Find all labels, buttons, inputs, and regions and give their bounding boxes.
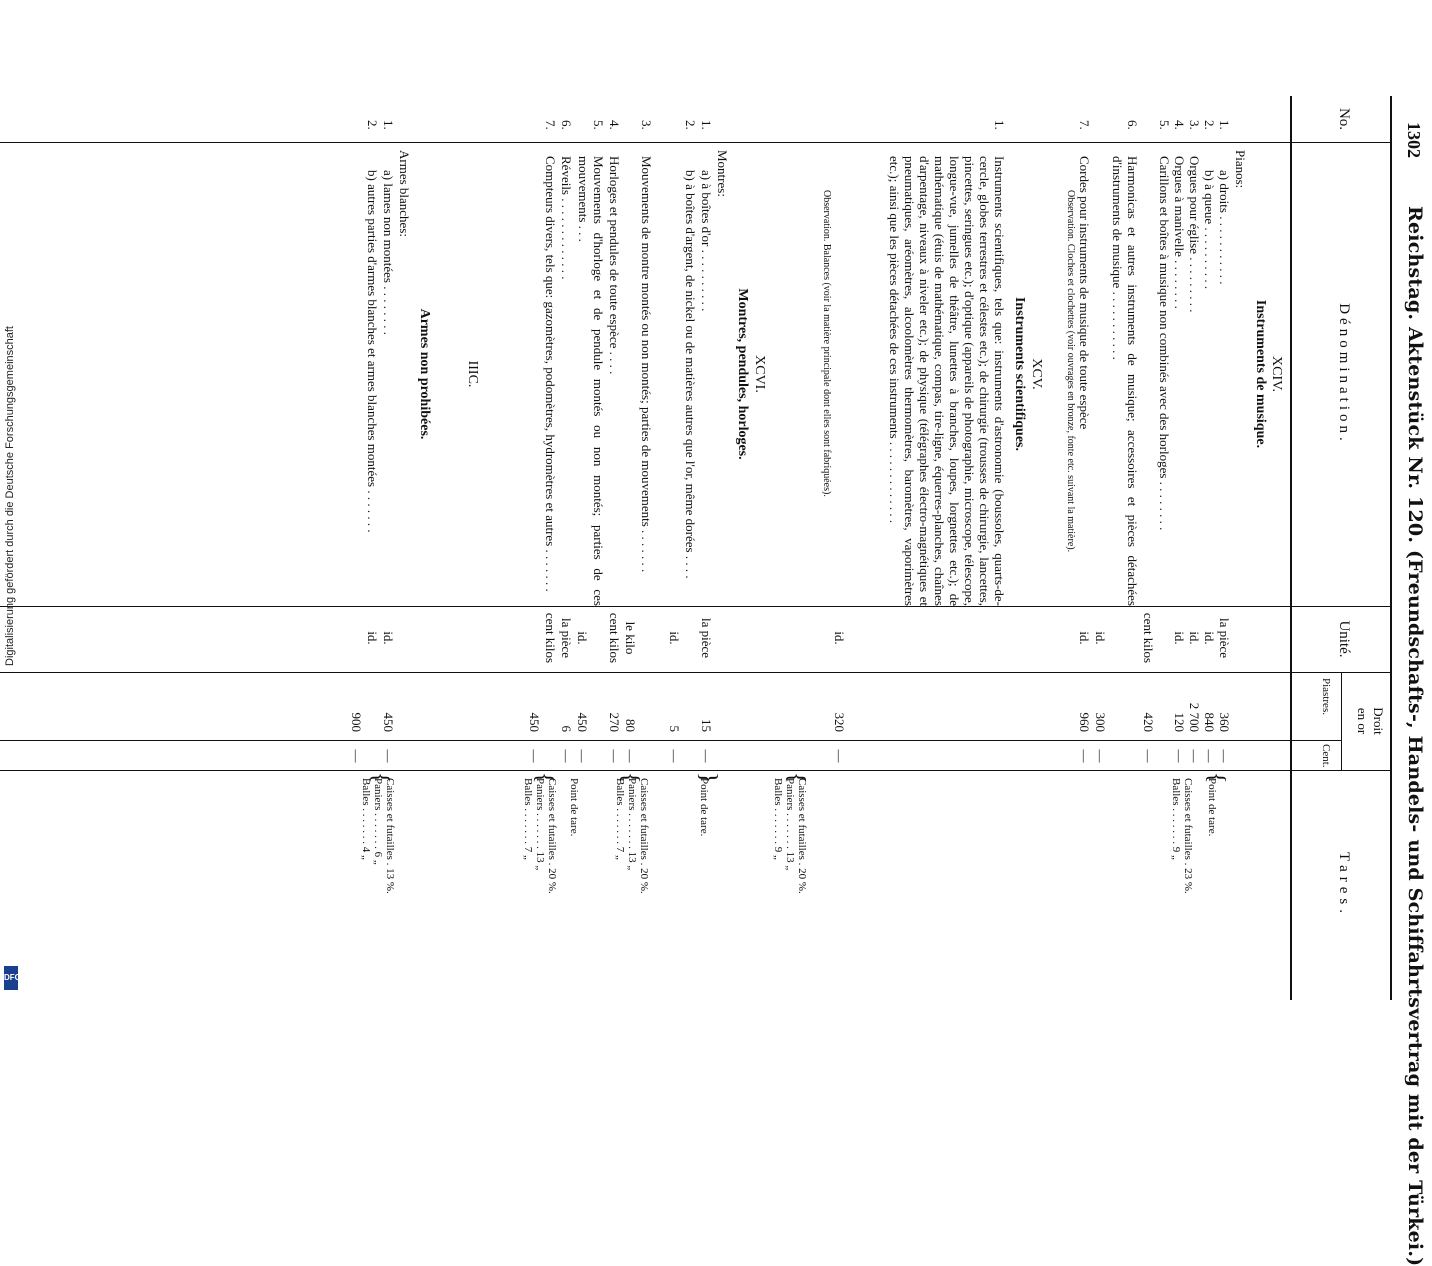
tares-note: Caisses et futailles . 20 %. Paniers . . . . . . . 13 „ Balles . . . . . . . 7 „ [522, 778, 558, 894]
row-denomination: Carillons et boîtes à musique non combinés avec des horloges . . . . . . . . [1157, 156, 1172, 531]
brace-icon: { [617, 772, 643, 784]
row-cent: — [575, 749, 590, 763]
running-title: Reichstag. Aktenstück Nr. 120. (Freundschafts-, Handels- und Schiffahrtsvertrag mit der Türkei.) [1404, 206, 1426, 1266]
col-divider-denom [0, 606, 1392, 607]
row-piastres: 80 [623, 719, 638, 732]
row-piastres: 450 [381, 712, 396, 732]
col-header-piastres: Piastres. [1320, 678, 1332, 715]
row-unit: id. [1187, 631, 1202, 645]
row-denomination: a) lames non montées . . . . . . . . [381, 170, 396, 335]
row-denomination: Harmonicas et autres instruments de musique; accessoires et pièces détachées d'instruments de musique . . . . . . . . . . . [1110, 156, 1140, 606]
row-number: 5. [591, 120, 606, 130]
tares-note: Caisses et futailles . 20 %. Paniers . . . . . . . 13 „ Balles . . . . . . . 7 „ [614, 778, 650, 894]
row-number: 1. [1217, 120, 1232, 130]
row-piastres: 900 [349, 712, 364, 732]
brace-icon: { [1203, 772, 1229, 784]
row-denomination: Orgues à manivelle . . . . . . . . [1172, 156, 1187, 309]
row-unit: id. [832, 631, 847, 645]
row-number: 6. [1125, 120, 1140, 130]
row-piastres: 120 [1172, 712, 1187, 732]
row-number: 1. [992, 120, 1007, 130]
tares-note: Point de tare. [698, 778, 710, 837]
section-number: XCVI. [752, 355, 767, 393]
row-denomination: Cordes pour instruments de musique de toute espèce [1077, 156, 1092, 430]
row-unit: le kilo [623, 621, 638, 655]
row-number: 2. [683, 120, 698, 130]
tares-note: Caisses et futailles . 13 %. Paniers . . . . . . . 6 „ Balles . . . . . . . 4 „ [360, 778, 396, 894]
col-divider-no [0, 142, 1392, 143]
row-piastres: 15 [699, 719, 714, 732]
section-number: XCV. [1029, 358, 1044, 390]
page-header [1400, 0, 1426, 1266]
page-number: 1302 [1404, 122, 1424, 158]
row-unit: id. [1172, 631, 1187, 645]
section-title: Instruments de musique. [1253, 299, 1268, 449]
row-denomination: Orgues pour église . . . . . . . . . [1187, 156, 1202, 313]
row-cent: — [832, 749, 847, 763]
row-number: 1. [381, 120, 396, 130]
row-denomination: Horloges et pendules de toute espèce . . . . [607, 156, 622, 375]
brace-icon: { [531, 772, 557, 784]
col-header-cent: Cent. [1320, 744, 1332, 768]
row-cent: — [559, 749, 574, 763]
row-cent: — [623, 749, 638, 763]
row-piastres: 5 [667, 725, 682, 732]
row-unit: id. [1202, 631, 1217, 645]
row-cent: — [381, 749, 396, 763]
row-denomination: Montres: [715, 150, 730, 197]
row-cent: — [527, 749, 542, 763]
brace-icon: { [783, 772, 809, 784]
row-piastres: 420 [1141, 712, 1156, 732]
col-header-droit: Droit [1371, 707, 1386, 735]
row-number: 3. [639, 120, 654, 130]
row-unit: id. [1077, 631, 1092, 645]
col-header-denomination: Dénomination. [1336, 303, 1352, 445]
dfg-logo: DFG [4, 966, 18, 990]
row-number: 1. [699, 120, 714, 130]
row-cent: — [1172, 749, 1187, 763]
row-cent: — [349, 749, 364, 763]
row-denomination: Pianos: [1233, 150, 1248, 189]
row-denomination: Armes blanches: [397, 150, 412, 238]
row-unit: la pièce [559, 617, 574, 659]
col-divider-droit [0, 770, 1392, 771]
row-cent: — [1217, 749, 1232, 763]
row-unit: cent kilos [543, 612, 558, 664]
row-number: 3. [1187, 120, 1202, 130]
row-cent: — [1141, 749, 1156, 763]
row-cent: — [1093, 749, 1108, 763]
col-divider-piastres [0, 740, 1342, 741]
row-denomination: Réveils . . . . . . . . . . . . . [559, 156, 574, 280]
row-piastres: 450 [527, 712, 542, 732]
droit-sub-rule [1341, 672, 1342, 770]
header-bottom-rule [1290, 96, 1292, 1000]
section-title: Armes non prohibées. [417, 308, 432, 440]
tares-note: Point de tare. Caisses et futailles . 23 %. Balles . . . . . . . 9 „ [1170, 778, 1218, 894]
row-denomination: Mouvements de montre montés ou non montés; parties de mouvements . . . . . . . [639, 156, 654, 573]
row-cent: — [667, 749, 682, 763]
tares-note: Point de tare. [568, 778, 580, 837]
row-piastres: 320 [832, 712, 847, 732]
row-number: 2. [365, 120, 380, 130]
row-piastres: 270 [607, 712, 622, 732]
row-cent: — [1202, 749, 1217, 763]
row-denomination: b) autres parties d'armes blanches et armes blanches montées . . . . . . . [365, 170, 380, 533]
section-title: Instruments scientifiques. [1012, 296, 1027, 451]
row-cent: — [607, 749, 622, 763]
row-number: 7. [543, 120, 558, 130]
row-number: 4. [607, 120, 622, 130]
section-title: Montres, pendules, horloges. [735, 288, 750, 460]
row-unit: cent kilos [1141, 612, 1156, 664]
row-number: 2. [1202, 120, 1217, 130]
row-denomination: Compteurs divers, tels que: gazomètres, podomètres, hydromètres et autres . . . . . . . [543, 156, 558, 592]
row-unit: la pièce [699, 617, 714, 659]
row-denomination: Mouvements d'horloge et de pendule montés ou non montés; parties de ces mouvements . . . [576, 156, 606, 606]
row-denomination: b) à queue . . . . . . . . . . [1202, 170, 1217, 290]
table-top-rule [1390, 96, 1392, 1000]
row-denomination: a) droits . . . . . . . . . . . [1217, 170, 1232, 285]
brace-icon: } [695, 772, 721, 784]
col-header-en-or: en or [1355, 707, 1370, 735]
col-header-no: No. [1336, 107, 1352, 131]
row-number: 7. [1077, 120, 1092, 130]
row-cent: — [1187, 749, 1202, 763]
row-unit: id. [365, 631, 380, 645]
row-piastres: 6 [559, 725, 574, 732]
digitization-footer [0, 0, 22, 1000]
tares-note: Caisses et futailles . 20 %. Paniers . . . . . . . 13 „ Balles . . . . . . . 9 „ [772, 778, 808, 894]
row-number: 5. [1157, 120, 1172, 130]
brace-icon: { [367, 772, 393, 784]
row-piastres: 450 [575, 712, 590, 732]
col-divider-unit [0, 672, 1392, 673]
row-cent: — [699, 749, 714, 763]
row-unit: id. [575, 631, 590, 645]
row-piastres: 300 [1093, 712, 1108, 732]
row-number: 4. [1172, 120, 1187, 130]
digitization-credit: Digitalisierung gefördert durch die Deutsche Forschungsgemeinschaft [4, 326, 16, 666]
row-unit: id. [381, 631, 396, 645]
row-unit: cent kilos [607, 612, 622, 664]
row-denomination: b) à boîtes d'argent, de nickel ou de matières autres que l'or, même dorées . . . . [683, 170, 698, 579]
section-number: IIIC. [465, 360, 480, 388]
row-unit: la pièce [1217, 617, 1232, 659]
observation-note: Observation. Balances (voir la matière principale dont elles sont fabriquées). [821, 190, 832, 497]
row-number: 6. [559, 120, 574, 130]
row-piastres: 960 [1077, 712, 1092, 732]
col-header-tares: Tares. [1336, 851, 1352, 918]
section-number: XCIV. [1269, 356, 1284, 392]
row-piastres: 840 [1202, 712, 1217, 732]
row-unit: id. [1093, 631, 1108, 645]
row-unit: id. [667, 631, 682, 645]
col-header-unit: Unité. [1336, 620, 1352, 658]
observation-note: Observation. Cloches et clochettes (voir ouvrages en bronze, fonte etc. suivant la matière). [1065, 190, 1076, 553]
row-denomination: Instruments scientifiques, tels que: instruments d'astronomie (boussoles, quarts-de-cercle, globes terrestres et célestes etc.); de chirurgie (trousses de chirurgie, lancettes, pincettes, seringues etc.); d'optique (appareils de photographie, microscope, télescope, longue-vue, jumelles de théâtre, lunettes à branches, loupes, lorgnettes etc.); de mathématique (étuis de mathématique, compas, tire-ligne, équerres-planches, chaînes d'arpentage, niveaux à niveler etc.); de physique (télégraphes électro-magnétiques et pneumatiques, aréomètres, alcoolomètres thermomètres, baromètres, vaporimètres etc.); ainsi que les pièces détachées de ces instruments . . . . . . . . . . . . . [887, 156, 1007, 606]
row-cent: — [1077, 749, 1092, 763]
row-denomination: a) à boîtes d'or . . . . . . . . . . [699, 170, 714, 312]
row-piastres: 2 700 [1187, 702, 1202, 732]
row-piastres: 360 [1217, 712, 1232, 732]
